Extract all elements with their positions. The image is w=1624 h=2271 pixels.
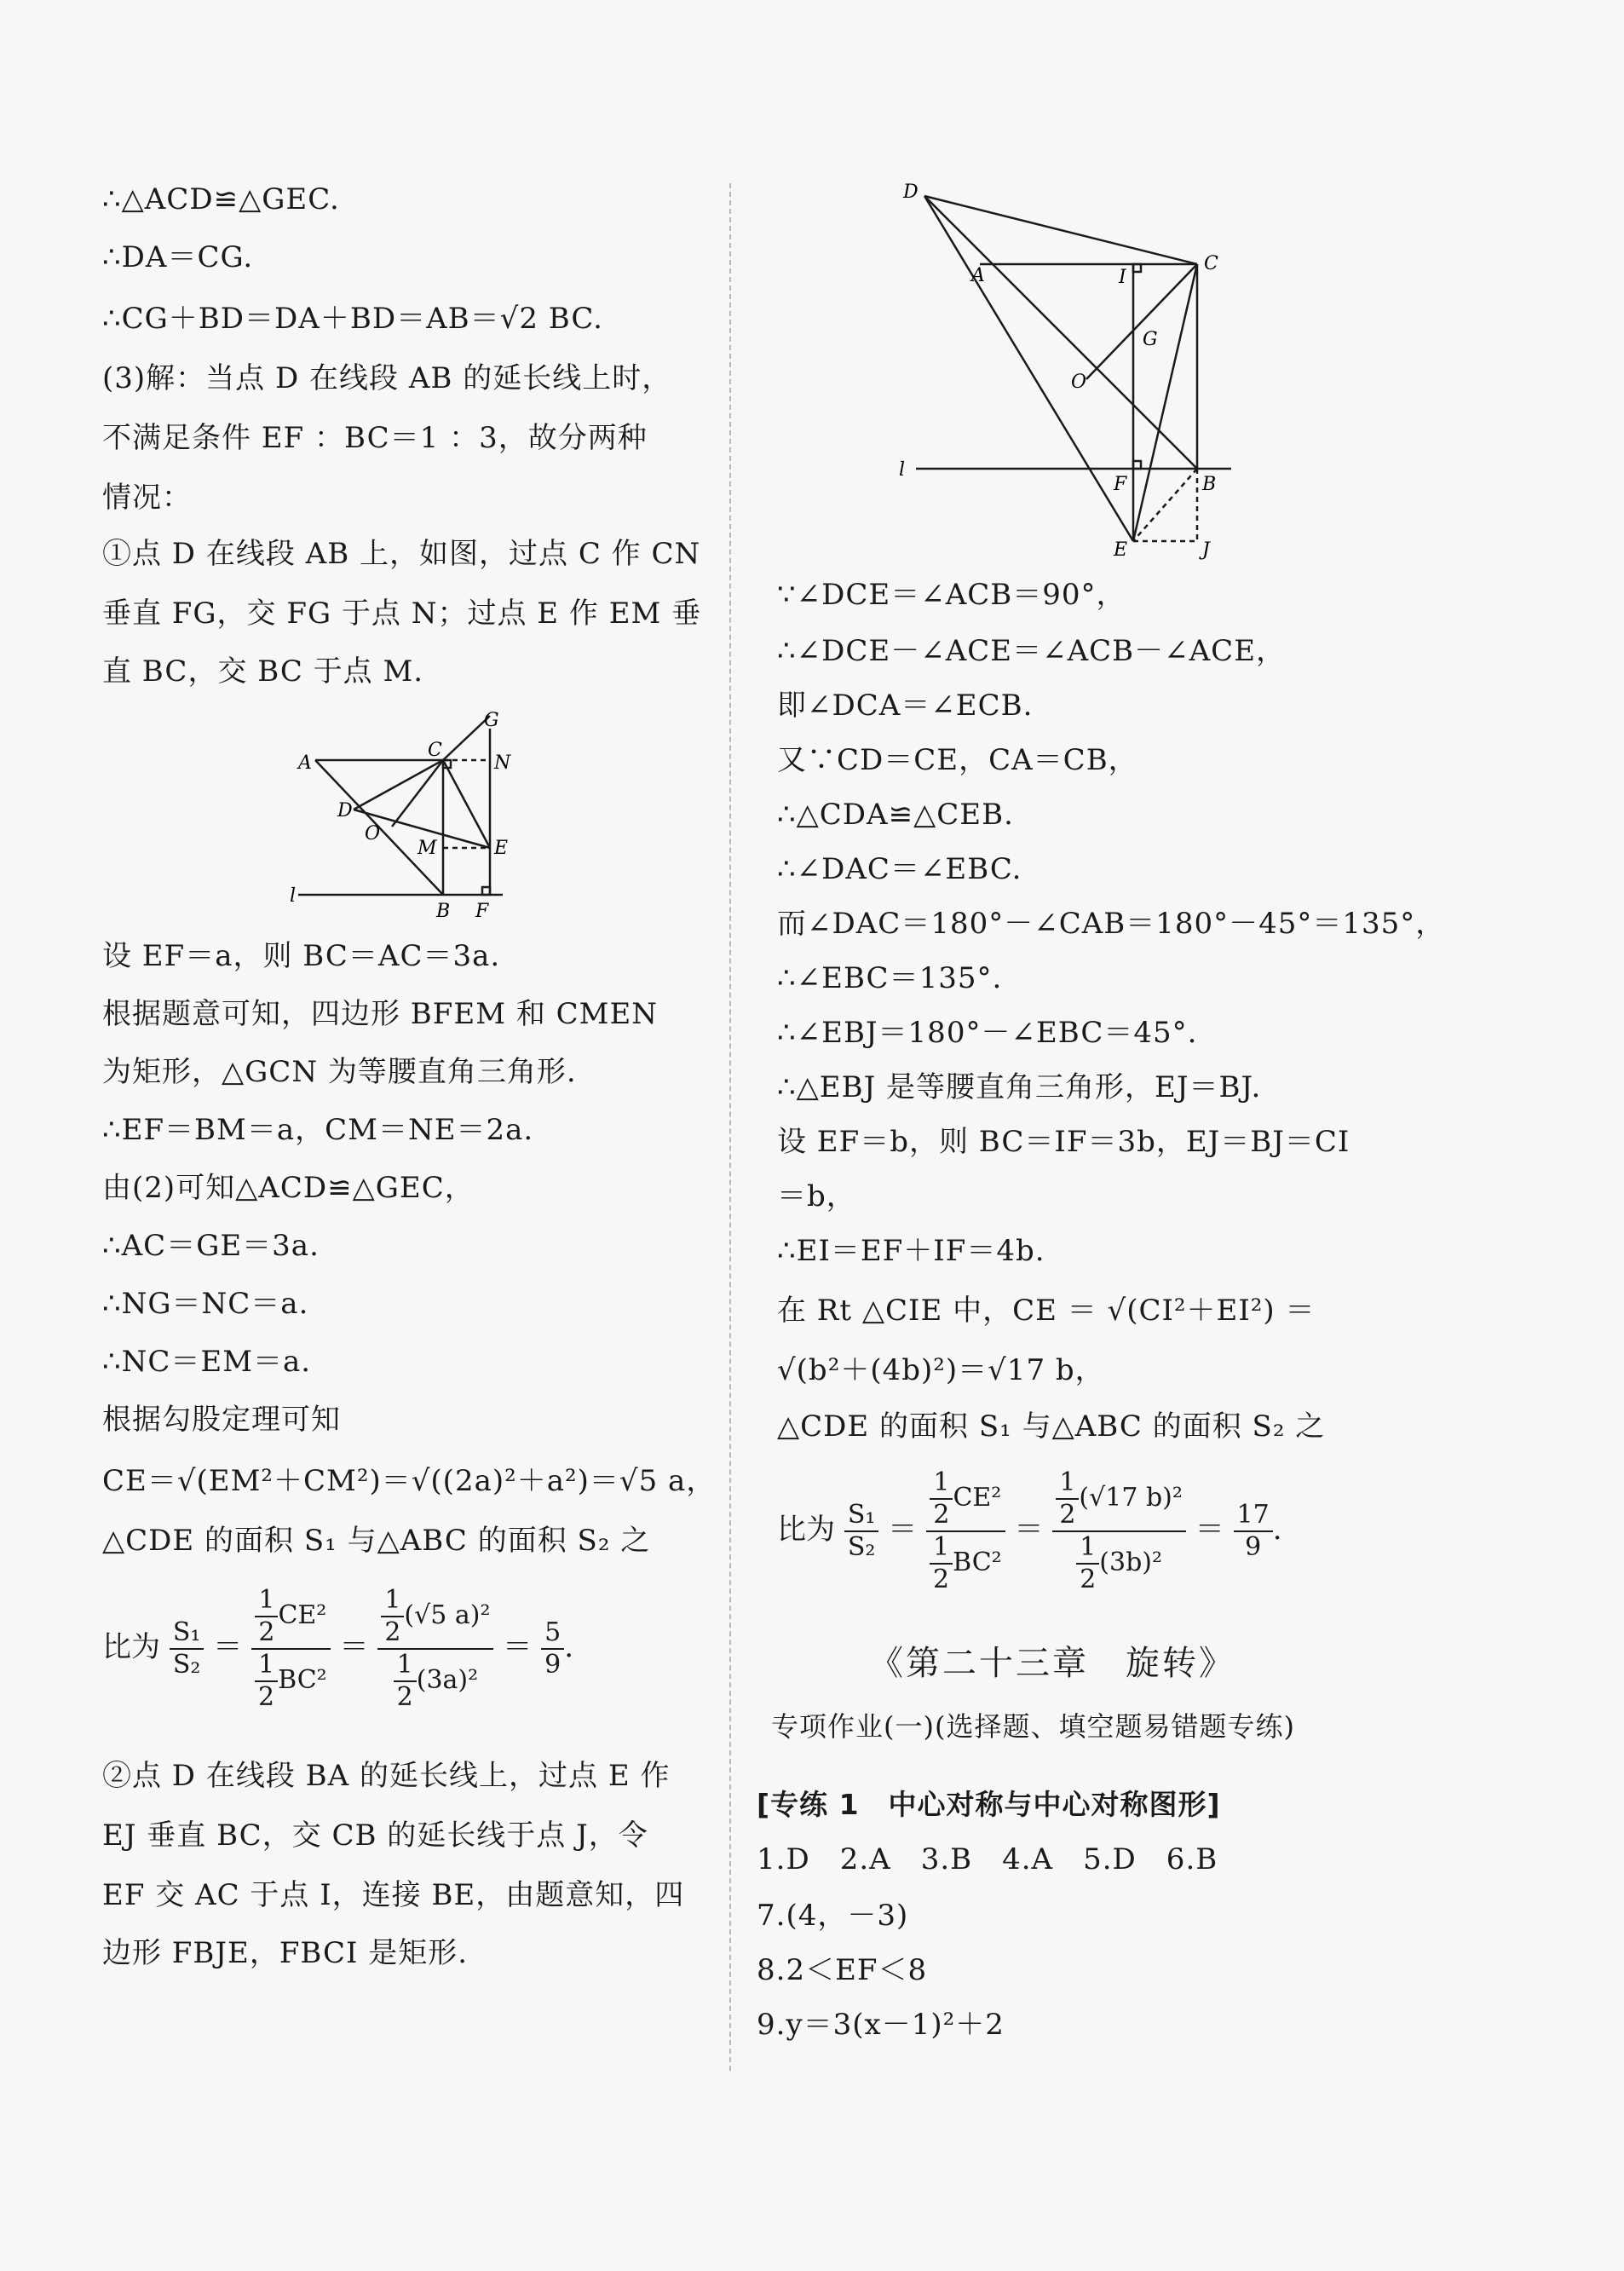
text-line: 设 EF＝a，则 BC＝AC＝3a.: [102, 939, 501, 973]
text-line: 根据题意可知，四边形 BFEM 和 CMEN: [102, 997, 659, 1031]
text-line: 为矩形，△GCN 为等腰直角三角形.: [102, 1055, 577, 1089]
fig1-label: C: [428, 740, 442, 761]
text-line: ∴∠DAC＝∠EBC.: [777, 852, 1022, 886]
ratio-result: $\frac{17}{9}$: [1234, 1500, 1273, 1563]
fig2-label: G: [1143, 329, 1158, 350]
text-line: EJ 垂直 BC，交 CB 的延长线于点 J，令: [102, 1819, 648, 1853]
text-line: △CDE 的面积 S₁ 与△ABC 的面积 S₂ 之: [102, 1524, 651, 1558]
ratio-prefix: 比为: [777, 1513, 835, 1547]
ratio-s1-s2: $\frac{\text{S₁}}{\text{S₂}}$: [844, 1500, 879, 1563]
area-ratio-formula-2: 比为 $\frac{\text{S₁}}{\text{S₂}}$ ＝ $\frac{1}{2}$ CE² $\frac{1}{2}$ BC² ＝ $\frac{1}{2}$ (√17 b)² $\frac{1}{2}$ (3b)² ＝ $\frac{17}{9}$ .: [777, 1467, 1282, 1594]
text-line: (3)解：当点 D 在线段 AB 的延长线上时，: [102, 361, 672, 395]
fig1-label: O: [365, 823, 381, 844]
fig1-label: D: [337, 800, 353, 821]
segment-OC: [392, 760, 443, 827]
fig2-label: J: [1202, 539, 1210, 561]
fig1-label: A: [298, 752, 312, 774]
fig1-label: M: [418, 838, 437, 859]
fig1-label: l: [290, 885, 297, 907]
text-line: ∴∠EBC＝135°.: [777, 961, 1003, 995]
text-line: 垂直 FG，交 FG 于点 N；过点 E 作 EM 垂: [102, 597, 702, 631]
text-line: ∵∠DCE＝∠ACB＝90°，: [777, 578, 1126, 612]
segment-CE: [443, 760, 490, 848]
text-line: 在 Rt △CIE 中，CE ＝ √(CI²＋EI²) ＝: [777, 1294, 1316, 1328]
text-line: ∴∠DCE－∠ACE＝∠ACB－∠ACE，: [777, 634, 1287, 668]
answer-line: 9.y＝3(x－1)²＋2: [757, 2008, 1005, 2042]
practice-tag: [专练 1 中心对称与中心对称图形]: [757, 1788, 1221, 1821]
fig2-label: I: [1119, 267, 1126, 288]
chapter-title: 《第二十三章 旋转》: [869, 1644, 1235, 1683]
fig2-label: E: [1114, 539, 1128, 561]
ratio-result: $\frac{5}{9}$: [541, 1617, 564, 1680]
answer-line: 7.(4，－3): [757, 1899, 909, 1933]
area-ratio-formula: 比为 $\frac{\text{S₁}}{\text{S₂}}$ ＝ $\frac{1}{2}$ CE² $\frac{1}{2}$ BC² ＝ $\frac{1}{2}$ (√5 a)² $\frac{1}{2}$ (3a)² ＝ $\frac{5}{9}$ .: [102, 1585, 574, 1712]
text-line: ∴EF＝BM＝a，CM＝NE＝2a.: [102, 1113, 534, 1147]
text-line: 即∠DCA＝∠ECB.: [777, 689, 1034, 723]
text-line: △CDE 的面积 S₁ 与△ABC 的面积 S₂ 之: [777, 1409, 1326, 1444]
column-divider: [729, 183, 731, 2071]
text-line: ∴DA＝CG.: [102, 240, 254, 274]
text-line: √(b²＋(4b)²)＝√17 b，: [777, 1353, 1105, 1387]
fig2-label: C: [1204, 253, 1218, 274]
ratio-ce-bc: $\frac{1}{2}$ CE² $\frac{1}{2}$ BC²: [251, 1585, 331, 1713]
segment-CG: [443, 716, 490, 760]
text-line: 根据勾股定理可知: [102, 1403, 341, 1437]
text-line: CE＝√(EM²＋CM²)＝√((2a)²＋a²)＝√5 a，: [102, 1464, 717, 1498]
ratio-values: $\frac{1}{2}$ (√5 a)² $\frac{1}{2}$ (3a)²: [377, 1585, 493, 1713]
fig1-label: E: [494, 838, 509, 859]
text-line: ∴EI＝EF＋IF＝4b.: [777, 1234, 1045, 1268]
text-line: ＝b，: [777, 1179, 856, 1213]
fig2-label: O: [1071, 372, 1087, 393]
text-line: 情况：: [102, 481, 192, 515]
text-line: ∴∠EBJ＝180°－∠EBC＝45°.: [777, 1016, 1198, 1050]
fig2-label: F: [1114, 474, 1127, 495]
answer-line: 1.D 2.A 3.B 4.A 5.D 6.B: [757, 1842, 1218, 1876]
segment-CO: [1086, 264, 1197, 379]
text-line: 设 EF＝b，则 BC＝IF＝3b，EJ＝BJ＝CI: [777, 1125, 1350, 1159]
figure-1: [281, 707, 537, 929]
ratio-values: $\frac{1}{2}$ (√17 b)² $\frac{1}{2}$ (3b)²: [1052, 1467, 1186, 1595]
fig2-label: B: [1202, 474, 1217, 495]
text-line: ①点 D 在线段 AB 上，如图，过点 C 作 CN: [102, 537, 701, 571]
fig1-label: N: [494, 752, 511, 774]
fig1-label: B: [436, 901, 451, 922]
figure-2: [890, 179, 1248, 562]
ratio-ce-bc: $\frac{1}{2}$ CE² $\frac{1}{2}$ BC²: [926, 1467, 1005, 1595]
text-line: EF 交 AC 于点 I，连接 BE，由题意知，四: [102, 1878, 685, 1912]
ratio-prefix: 比为: [102, 1630, 160, 1664]
fig2-label: D: [903, 182, 919, 203]
ratio-s1-s2: $\frac{\text{S₁}}{\text{S₂}}$: [170, 1617, 204, 1680]
section-title: 专项作业(一)(选择题、填空题易错题专练): [771, 1710, 1295, 1743]
text-line: 边形 FBJE，FBCI 是矩形.: [102, 1936, 469, 1970]
text-line: ∴△ACD≌△GEC.: [102, 182, 340, 216]
segment-DE: [924, 196, 1133, 541]
text-line: ②点 D 在线段 BA 的延长线上，过点 E 作: [102, 1759, 671, 1793]
text-line: 直 BC，交 BC 于点 M.: [102, 654, 424, 689]
fig1-label: G: [484, 710, 499, 731]
answer-line: 8.2＜EF＜8: [757, 1953, 928, 1987]
text-line: ∴△EBJ 是等腰直角三角形，EJ＝BJ.: [777, 1070, 1262, 1104]
text-line: 由(2)可知△ACD≌△GEC，: [102, 1171, 475, 1205]
segment-CE: [1133, 264, 1197, 541]
fig2-label: l: [899, 459, 906, 481]
segment-DC: [354, 760, 443, 810]
text-line: ∴NG＝NC＝a.: [102, 1287, 309, 1321]
fig2-label: A: [971, 265, 985, 286]
text-line: ∴△CDA≌△CEB.: [777, 798, 1014, 832]
segment-DC: [924, 196, 1197, 264]
text-line: 又∵CD＝CE，CA＝CB，: [777, 743, 1138, 777]
text-line: ∴AC＝GE＝3a.: [102, 1229, 320, 1263]
text-line: 不满足条件 EF ：BC＝1 ：3，故分两种: [102, 421, 648, 455]
text-line: ∴NC＝EM＝a.: [102, 1345, 312, 1379]
segment-BE: [1133, 469, 1197, 541]
text-line: ∴CG＋BD＝DA＋BD＝AB＝√2 BC.: [102, 302, 603, 336]
text-line: 而∠DAC＝180°－∠CAB＝180°－45°＝135°，: [777, 907, 1446, 941]
fig1-label: F: [475, 901, 489, 922]
